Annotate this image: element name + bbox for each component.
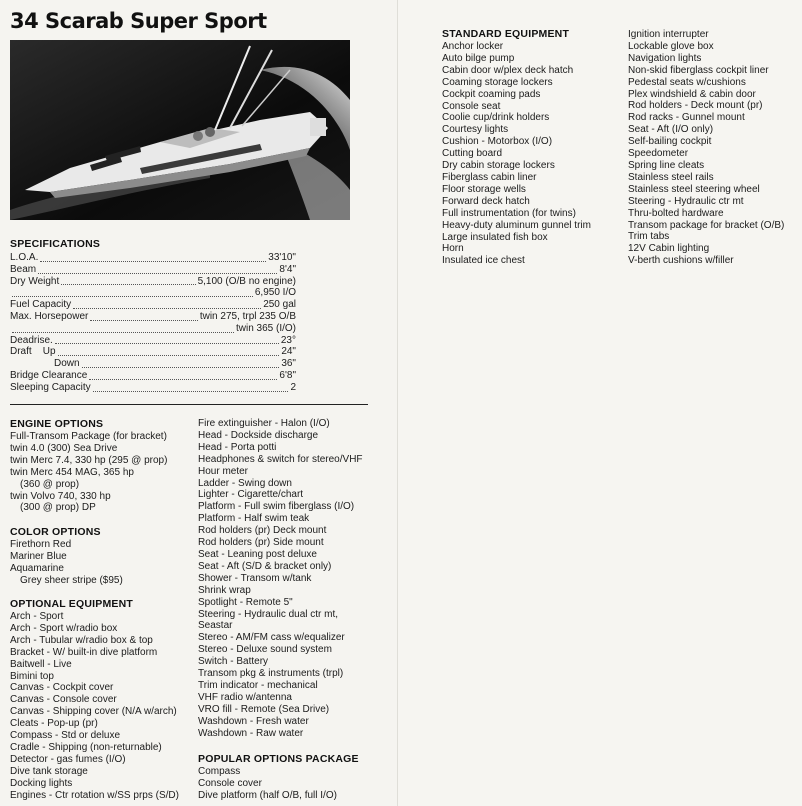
list-item: Cockpit coaming pads [442,88,541,100]
spec-value: twin 365 (I/O) [235,322,296,334]
list-item: (360 @ prop) [20,478,80,490]
spec-value: 5,100 (O/B no engine) [197,275,296,287]
spec-row [10,311,296,323]
list-item: Steering - Hydraulic ctr mt [628,195,744,207]
list-item: Rod racks - Gunnel mount [628,112,745,124]
spec-label: Deadrise. [10,334,53,346]
list-item: Full instrumentation (for twins) [442,207,576,219]
list-item: 12V Cabin lighting [628,243,710,255]
list-item: Arch - Sport w/radio box [10,622,118,634]
page-title: 34 Scarab Super Sport [10,9,267,33]
spec-row [10,252,296,264]
list-item: Mariner Blue [10,550,67,562]
list-item: VRO fill - Remote (Sea Drive) [198,703,330,715]
spec-row [10,287,296,299]
spec-label: Draft Up [10,346,56,358]
list-item: Forward deck hatch [442,195,530,207]
list-item: Steering - Hydraulic dual ctr mt, [198,608,339,620]
list-item: Cleats - Pop-up (pr) [10,718,98,730]
list-item: Shrink wrap [198,584,251,596]
list-item: Arch - Sport [10,611,64,622]
spec-label: L.O.A. [10,252,39,263]
list-item: Dry cabin storage lockers [442,160,555,172]
spec-value: 250 gal [263,299,296,311]
spec-label: Bridge Clearance [10,369,88,381]
list-item: Fire extinguisher - Halon (I/O) [198,418,330,429]
spec-row [10,346,296,358]
list-item: Auto bilge pump [442,52,515,64]
spec-value: 36" [281,358,296,370]
list-item: Rod holders (pr) Deck mount [198,525,327,537]
list-item: twin Volvo 740, 330 hp [10,490,111,502]
list-item: Stainless steel rails [628,171,714,183]
boat-photo [10,40,350,220]
list-item: V-berth cushions w/filler [628,255,734,267]
optional-equipment-list-2 [198,418,363,739]
list-item: Grey sheer stripe ($95) [20,574,123,586]
list-item: Navigation lights [628,52,702,64]
spec-label: Down [54,358,80,370]
list-item: Trim indicator - mechanical [198,679,318,691]
list-item: Cutting board [442,148,503,160]
engine-options-list [10,431,167,514]
list-item: Lighter - Cigarette/chart [198,489,304,501]
engine-options-heading: ENGINE OPTIONS [10,418,104,430]
specifications-table [10,252,296,394]
list-item: Console seat [442,100,501,112]
list-item: Engines - Ctr rotation w/SS prps (S/D) [10,789,179,801]
spec-label: Max. Horsepower [10,310,89,322]
list-item: Spring line cleats [628,159,705,171]
optional-equipment-list-1 [10,611,179,802]
standard-equipment-list-2 [628,29,784,267]
optional-equipment-heading: OPTIONAL EQUIPMENT [10,598,133,610]
spec-value: 2 [290,381,296,393]
spec-row [10,323,296,335]
list-item: Non-skid fiberglass cockpit liner [628,64,769,76]
list-item: Head - Dockside discharge [198,429,319,441]
standard-equipment-heading: STANDARD EQUIPMENT [442,28,570,40]
list-item: Fiberglass cabin liner [442,171,537,183]
list-item: Canvas - Console cover [10,694,117,706]
list-item: Seat - Aft (S/D & bracket only) [198,560,332,572]
spec-row [10,358,296,370]
color-options-list [10,539,123,587]
left-page [0,0,398,806]
spec-label: Fuel Capacity [10,299,72,311]
list-item: Cradle - Shipping (non-returnable) [10,741,162,753]
spec-value: 6'8" [279,369,296,381]
list-item: Rod holders - Deck mount (pr) [628,100,763,112]
spec-value: 8'4" [279,263,296,275]
list-item: Self-bailing cockpit [628,136,712,148]
list-item: Stereo - Deluxe sound system [198,644,332,656]
list-item: twin Merc 7.4, 330 hp (295 @ prop) [10,454,168,466]
list-item: Firethorn Red [10,539,72,550]
boat-illustration [10,40,350,220]
list-item: Stereo - AM/FM cass w/equalizer [198,632,345,644]
spec-row [10,370,296,382]
list-item: Baitwell - Live [10,658,72,670]
list-item: Seastar [198,620,233,632]
spec-label: Dry Weight [10,275,60,287]
list-item: Arch - Tubular w/radio box & top [10,634,153,646]
specifications-heading: SPECIFICATIONS [10,238,101,250]
section-divider [10,404,368,405]
list-item: Cabin door w/plex deck hatch [442,64,574,76]
list-item: Shower - Transom w/tank [198,572,312,584]
list-item: Anchor locker [442,41,504,52]
list-item: Head - Porta potti [198,441,277,453]
list-item: VHF radio w/antenna [198,691,292,703]
list-item: Bracket - W/ built-in dive platform [10,646,158,658]
spec-value: twin 275, trpl 235 O/B [199,310,296,322]
spec-value: 6,950 I/O [254,287,296,299]
list-item: Plex windshield & cabin door [628,88,756,100]
list-item: Coaming storage lockers [442,76,553,88]
list-item: Large insulated fish box [442,231,548,243]
right-page [398,0,802,806]
list-item: Horn [442,243,464,255]
list-item: Detector - gas fumes (I/O) [10,753,126,765]
list-item: Platform - Half swim teak [198,513,310,525]
spec-row [10,264,296,276]
list-item: Transom pkg & instruments (trpl) [198,668,344,680]
list-item: Bimini top [10,670,54,682]
list-item: twin Merc 454 MAG, 365 hp [10,466,134,478]
list-item: Rod holders (pr) Side mount [198,537,324,549]
spec-label: Beam [10,263,37,275]
list-item: Canvas - Cockpit cover [10,682,114,694]
list-item: Platform - Full swim fiberglass (I/O) [198,501,355,513]
list-item: Transom package for bracket (O/B) [628,219,785,231]
spec-label: Sleeping Capacity [10,381,91,393]
list-item: Washdown - Raw water [198,727,304,739]
list-item: Canvas - Shipping cover (N/A w/arch) [10,706,177,718]
list-item: Floor storage wells [442,183,526,195]
list-item: Ladder - Swing down [198,477,292,489]
list-item: Trim tabs [628,231,670,243]
list-item: Courtesy lights [442,124,509,136]
standard-equipment-list-1 [442,41,591,267]
list-item: Spotlight - Remote 5" [198,596,293,608]
list-item: Ignition interrupter [628,29,709,40]
list-item: Docking lights [10,777,73,789]
list-item: Thru-bolted hardware [628,207,724,219]
list-item: Headphones & switch for stereo/VHF [198,453,363,465]
list-item: Insulated ice chest [442,255,525,267]
spec-row [10,335,296,347]
list-item: Heavy-duty aluminum gunnel trim [442,219,591,231]
list-item: Switch - Battery [198,656,269,668]
spec-row [10,276,296,288]
spec-value: 24" [281,346,296,358]
list-item: Speedometer [628,148,689,160]
spec-value: 23° [280,334,296,346]
spec-value: 33'10" [268,252,296,263]
list-item: Console cover [198,777,262,789]
list-item: Stainless steel steering wheel [628,183,760,195]
color-options-heading: COLOR OPTIONS [10,526,101,538]
spec-row [10,299,296,311]
list-item: Seat - Aft (I/O only) [628,124,714,136]
list-item: Washdown - Fresh water [198,715,309,727]
list-item: Compass - Std or deluxe [10,730,121,742]
list-item: Lockable glove box [628,40,714,52]
list-item: Pedestal seats w/cushions [628,76,746,88]
list-item: Compass [198,766,241,777]
list-item: Seat - Leaning post deluxe [198,548,317,560]
list-item: twin 4.0 (300) Sea Drive [10,442,118,454]
spec-row [10,382,296,394]
list-item: Full-Transom Package (for bracket) [10,431,167,442]
list-item: Aquamarine [10,562,64,574]
popular-options-heading: POPULAR OPTIONS PACKAGE [198,753,359,765]
list-item: Coolie cup/drink holders [442,112,550,124]
popular-options-list [198,766,337,802]
list-item: Dive platform (half O/B, full I/O) [198,789,337,801]
list-item: Cushion - Motorbox (I/O) [442,136,553,148]
list-item: (300 @ prop) DP [20,502,96,514]
list-item: Dive tank storage [10,765,88,777]
list-item: Hour meter [198,465,249,477]
